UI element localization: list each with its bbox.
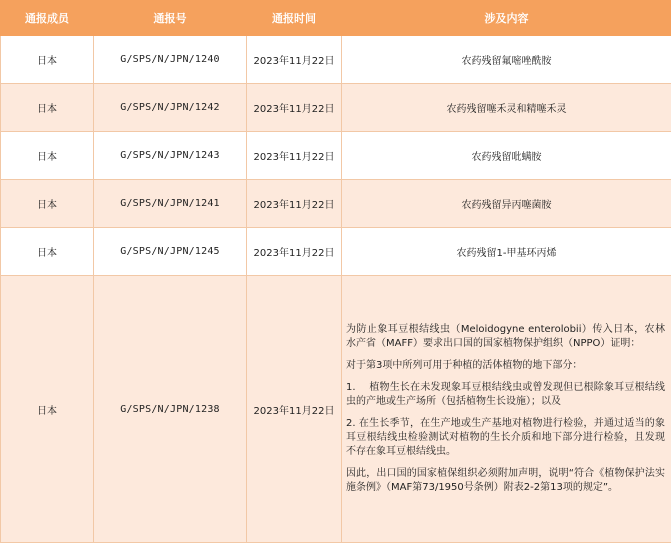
table-row bbox=[1, 180, 671, 228]
header-content: 涉及内容 bbox=[342, 1, 671, 36]
cell-content-detailed bbox=[342, 276, 671, 543]
header-member: 通报成员 bbox=[1, 1, 94, 36]
content-paragraph-scope: 对于第3项中所列可用于种植的活体植物的地下部分： bbox=[346, 359, 665, 373]
cell-date: 2023年11月22日 bbox=[247, 132, 342, 180]
cell-date: 2023年11月22日 bbox=[247, 180, 342, 228]
cell-code: G/SPS/N/JPN/1241 bbox=[94, 180, 247, 228]
cell-member: 日本 bbox=[1, 132, 94, 180]
table-row-detailed bbox=[1, 276, 671, 543]
table-row bbox=[1, 132, 671, 180]
cell-date: 2023年11月22日 bbox=[247, 84, 342, 132]
cell-code: G/SPS/N/JPN/1240 bbox=[94, 36, 247, 84]
cell-member: 日本 bbox=[1, 228, 94, 276]
table-row bbox=[1, 36, 671, 84]
cell-member: 日本 bbox=[1, 276, 94, 543]
cell-member: 日本 bbox=[1, 180, 94, 228]
cell-code: G/SPS/N/JPN/1238 bbox=[94, 276, 247, 543]
cell-date: 2023年11月22日 bbox=[247, 36, 342, 84]
cell-content: 农药残留噻禾灵和精噻禾灵 bbox=[342, 84, 671, 132]
table-header-row bbox=[1, 1, 671, 36]
cell-content: 农药残留异丙噻菌胺 bbox=[342, 180, 671, 228]
cell-code: G/SPS/N/JPN/1245 bbox=[94, 228, 247, 276]
cell-code: G/SPS/N/JPN/1243 bbox=[94, 132, 247, 180]
cell-code: G/SPS/N/JPN/1242 bbox=[94, 84, 247, 132]
cell-date: 2023年11月22日 bbox=[247, 276, 342, 543]
header-date: 通报时间 bbox=[247, 1, 342, 36]
cell-date: 2023年11月22日 bbox=[247, 228, 342, 276]
table-row bbox=[1, 84, 671, 132]
cell-member: 日本 bbox=[1, 84, 94, 132]
table-row bbox=[1, 228, 671, 276]
content-paragraph-item-2: 2. 在生长季节，在生产地或生产基地对植物进行检验，并通过适当的象耳豆根结线虫检验测试对植物的生长介质和地下部分进行检验，且发现不存在象耳豆根结线虫。 bbox=[346, 417, 665, 459]
content-paragraph-conclusion: 因此，出口国的国家植保组织必须附加声明，说明“符合《植物保护法实施条例》（MAF第73/1950号条例）附表2-2第13项的规定”。 bbox=[346, 467, 665, 495]
cell-content: 农药残留氟嘧唑酰胺 bbox=[342, 36, 671, 84]
cell-member: 日本 bbox=[1, 36, 94, 84]
content-paragraph-item-1: 1. 植物生长在未发现象耳豆根结线虫或曾发现但已根除象耳豆根结线虫的产地或生产场所（包括植物生长设施）；以及 bbox=[346, 381, 665, 409]
header-code: 通报号 bbox=[94, 1, 247, 36]
cell-content: 农药残留吡螨胺 bbox=[342, 132, 671, 180]
cell-content: 农药残留1-甲基环丙烯 bbox=[342, 228, 671, 276]
content-paragraph-intro: 为防止象耳豆根结线虫（Meloidogyne enterolobii）传入日本，农林水产省（MAFF）要求出口国的国家植物保护组织（NPPO）证明： bbox=[346, 323, 665, 351]
